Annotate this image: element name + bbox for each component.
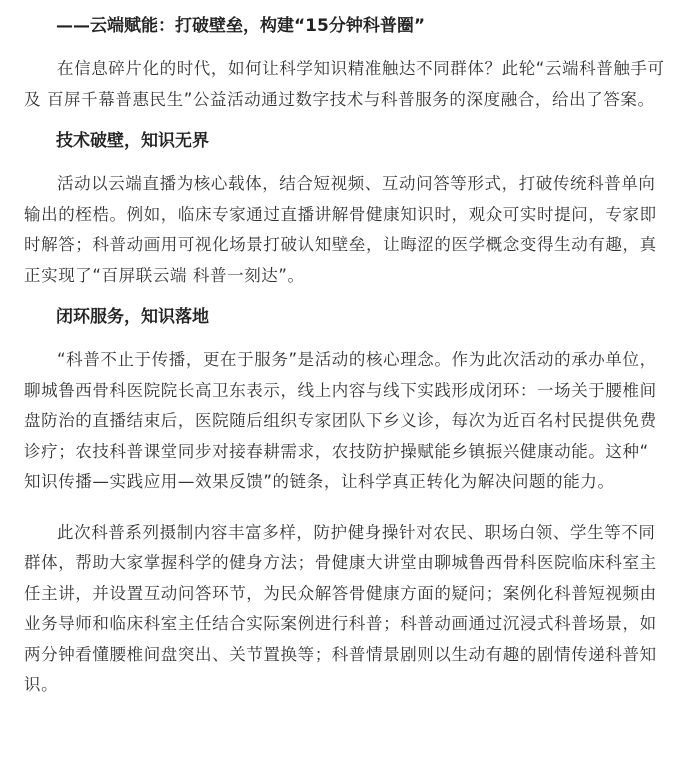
service-paragraph: “科普不止于传播，更在于服务”是活动的核心理念。作为此次活动的承办单位，聊城鲁西骨科医院院长高卫东表示，线上内容与线下实践形成闭环：一场关于腰椎间盘防治的直播结束后，医院随后组织专家团队下乡义诊，每次为近百名村民提供免费诊疗；农技科普课堂同步对接春耕需求，农技防护操赋能乡镇振兴健康动能。这种“知识传播—实践应用—效果反馈”的链条，让科学真正转化为解决问题的能力。 [24, 350, 657, 491]
intro-paragraph: 在信息碎片化的时代，如何让科学知识精准触达不同群体？此轮“云端科普触手可及 百屏千幕普惠民生”公益活动通过数字技术与科普服务的深度融合，给出了答案。 [24, 59, 665, 109]
section-title: ——云端赋能：打破壁垒，构建“15分钟科普圈” [56, 16, 426, 36]
closing-paragraph: 此次科普系列摄制内容丰富多样，防护健身操针对农民、职场白领、学生等不同群体，帮助大家掌握科学的健身方法；骨健康大讲堂由聊城鲁西骨科医院临床科室主任主讲，并设置互动问答环节，为民众解答骨健康方面的疑问；案例化科普短视频由业务导师和临床科室主任结合实际案例进行科普；科普动画通过沉浸式科普场景，如两分钟看懂腰椎间盘突出、关节置换等；科普情景剧则以生动有趣的剧情传递科普知识。 [24, 522, 657, 694]
subheading-tech: 技术破壁，知识无界 [56, 131, 209, 151]
subheading-service: 闭环服务，知识落地 [56, 307, 209, 327]
tech-paragraph: 活动以云端直播为核心载体，结合短视频、互动问答等形式，打破传统科普单向输出的桎梏。例如，临床专家通过直播讲解骨健康知识时，观众可实时提问，专家即时解答；科普动画用可视化场景打破认知壁垒，让晦涩的医学概念变得生动有趣，真正实现了“百屏联云端 科普一刻达”。 [24, 174, 657, 285]
